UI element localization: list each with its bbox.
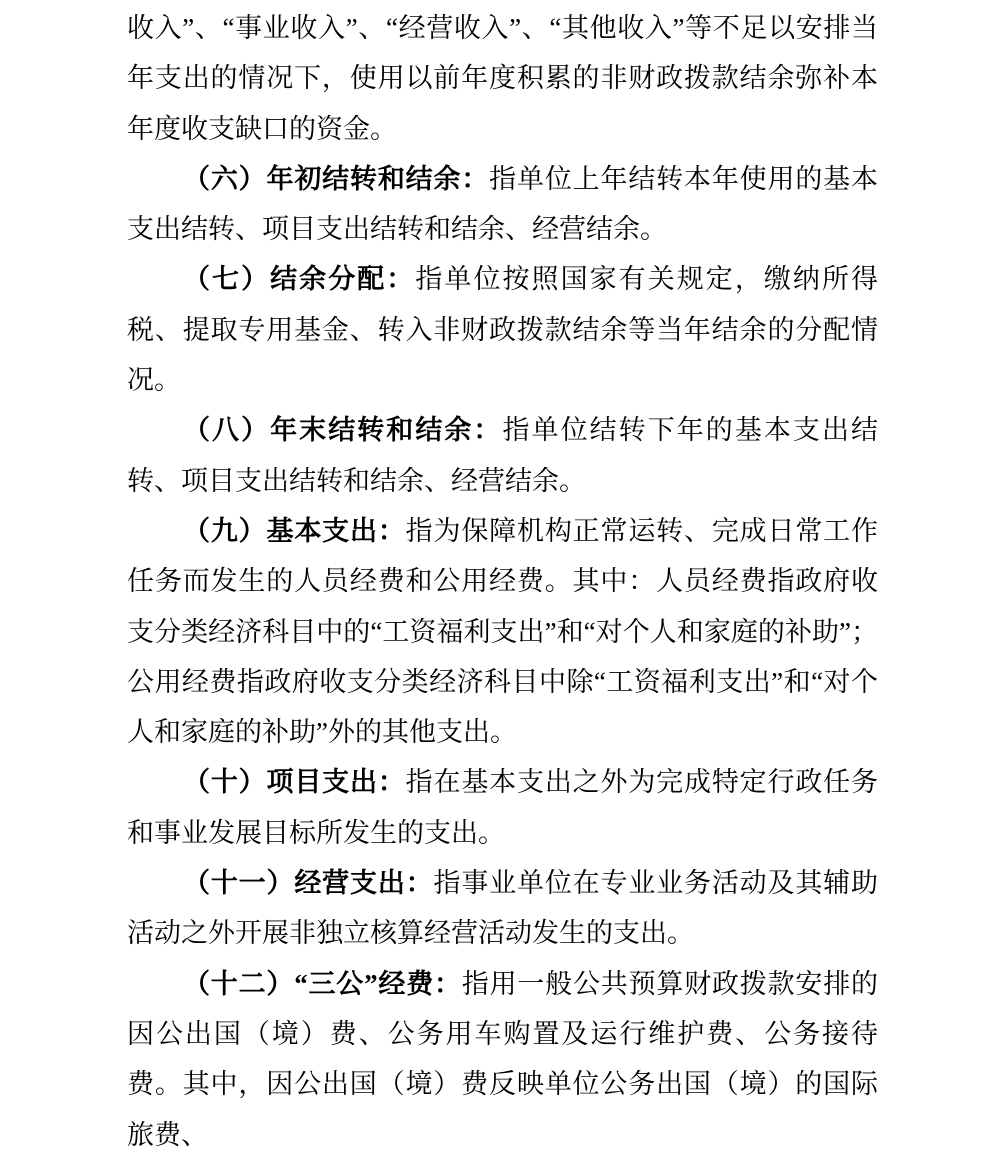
term-label: （九）基本支出：	[183, 515, 406, 546]
paragraph-item-10	[127, 757, 878, 858]
paragraph-text: 指用一般公共预算财政拨款安排的因公出国（境）费、公务用车购置及运行维护费、公务接待费。其中，因公出国（境）费反映单位公务出国（境）的国际旅费、	[127, 968, 879, 1150]
paragraph-item-11	[127, 858, 878, 959]
term-label: （十）项目支出：	[183, 767, 406, 798]
paragraph-text: 指事业单位在专业业务活动及其辅助活动之外开展非独立核算经营活动发生的支出。	[127, 868, 878, 949]
paragraph-item-9	[127, 506, 878, 757]
paragraph-item-12	[127, 959, 878, 1160]
paragraph-item-7	[127, 254, 878, 405]
term-label: （八）年末结转和结余：	[183, 415, 503, 446]
paragraph-text: 指单位上年结转本年使用的基本支出结转、项目支出结转和结余、经营结余。	[127, 163, 879, 245]
term-label: （十二）“三公”经费：	[183, 968, 462, 999]
paragraph-text: 指单位按照国家有关规定，缴纳所得税、提取专用基金、转入非财政拨款结余等当年结余的分配情况。	[127, 264, 879, 396]
term-label: （七）结余分配：	[183, 264, 416, 295]
term-label: （十一）经营支出：	[183, 868, 434, 899]
paragraph-text: 指在基本支出之外为完成特定行政任务和事业发展目标所发生的支出。	[127, 767, 879, 848]
paragraph-text: 指单位结转下年的基本支出结转、项目支出结转和结余、经营结余。	[127, 415, 879, 496]
paragraph-item-8	[127, 405, 878, 506]
paragraph-text: 收入”、“事业收入”、“经营收入”、“其他收入”等不足以安排当年支出的情况下，使用以前年度积累的非财政拨款结余弥补本年度收支缺口的资金。	[127, 13, 878, 144]
paragraph-item-6	[127, 154, 878, 255]
term-label: （六）年初结转和结余：	[183, 163, 490, 194]
paragraph-text: 指为保障机构正常运转、完成日常工作任务而发生的人员经费和公用经费。其中：人员经费指政府收支分类经济科目中的“工资福利支出”和“对个人和家庭的补助”；公用经费指政府收支分类经济科目中除“工资福利支出”和“对个人和家庭的补助”外的其他支出。	[127, 515, 879, 748]
paragraph-continuation	[127, 3, 878, 154]
